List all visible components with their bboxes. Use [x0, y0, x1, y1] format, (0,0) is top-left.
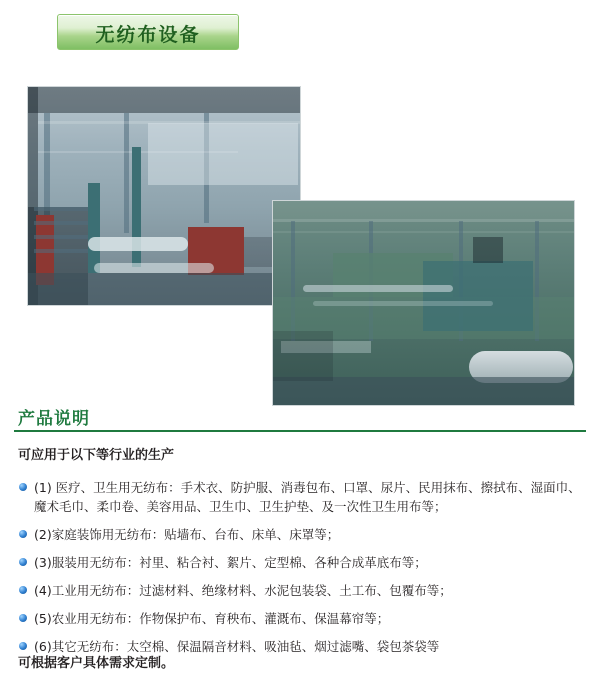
list-item	[18, 525, 586, 544]
list-item-label: (4)工业用无纺布：过滤材料、绝缘材料、水泥包装袋、土工布、包覆布等；	[34, 583, 452, 598]
page-title-banner	[57, 14, 239, 50]
bullet-icon	[19, 530, 27, 538]
list-item	[18, 478, 586, 516]
photo-production-line-left	[27, 86, 301, 306]
list-item-label: (3)服装用无纺布：衬里、粘合衬、絮片、定型棉、各种合成革底布等；	[34, 555, 427, 570]
list-item	[18, 609, 586, 628]
application-list	[18, 478, 586, 665]
section-heading-product-description: 产品说明	[18, 409, 90, 429]
photo-detail-layer	[28, 87, 300, 305]
bullet-icon	[19, 586, 27, 594]
list-item-label: (6)其它无纺布：太空棉、保温隔音材料、吸油毡、烟过滤嘴、袋包茶袋等	[34, 639, 440, 654]
photo-production-line-right	[272, 200, 575, 406]
bullet-icon	[19, 558, 27, 566]
list-item-label: (1) 医疗、卫生用无纺布：手术衣、防护服、消毒包布、口罩、尿片、民用抹布、擦拭布、湿面巾、魔术毛巾、柔巾卷、美容用品、卫生巾、卫生护垫、及一次性卫生用布等；	[34, 480, 581, 514]
photo-gallery	[0, 86, 600, 406]
list-item	[18, 553, 586, 572]
section-divider	[14, 430, 586, 432]
bullet-icon	[19, 483, 27, 491]
section-intro-text: 可应用于以下等行业的生产	[18, 448, 175, 463]
list-item-label: (5)农业用无纺布：作物保护布、育秧布、灌溉布、保温幕帘等；	[34, 611, 390, 626]
bullet-icon	[19, 614, 27, 622]
list-item-label: (2)家庭装饰用无纺布：贴墙布、台布、床单、床罩等；	[34, 527, 340, 542]
page-title: 无纺布设备	[95, 24, 201, 46]
list-item	[18, 581, 586, 600]
footer-note: 可根据客户具体需求定制。	[18, 656, 175, 671]
photo-detail-layer	[273, 201, 574, 405]
bullet-icon	[19, 642, 27, 650]
